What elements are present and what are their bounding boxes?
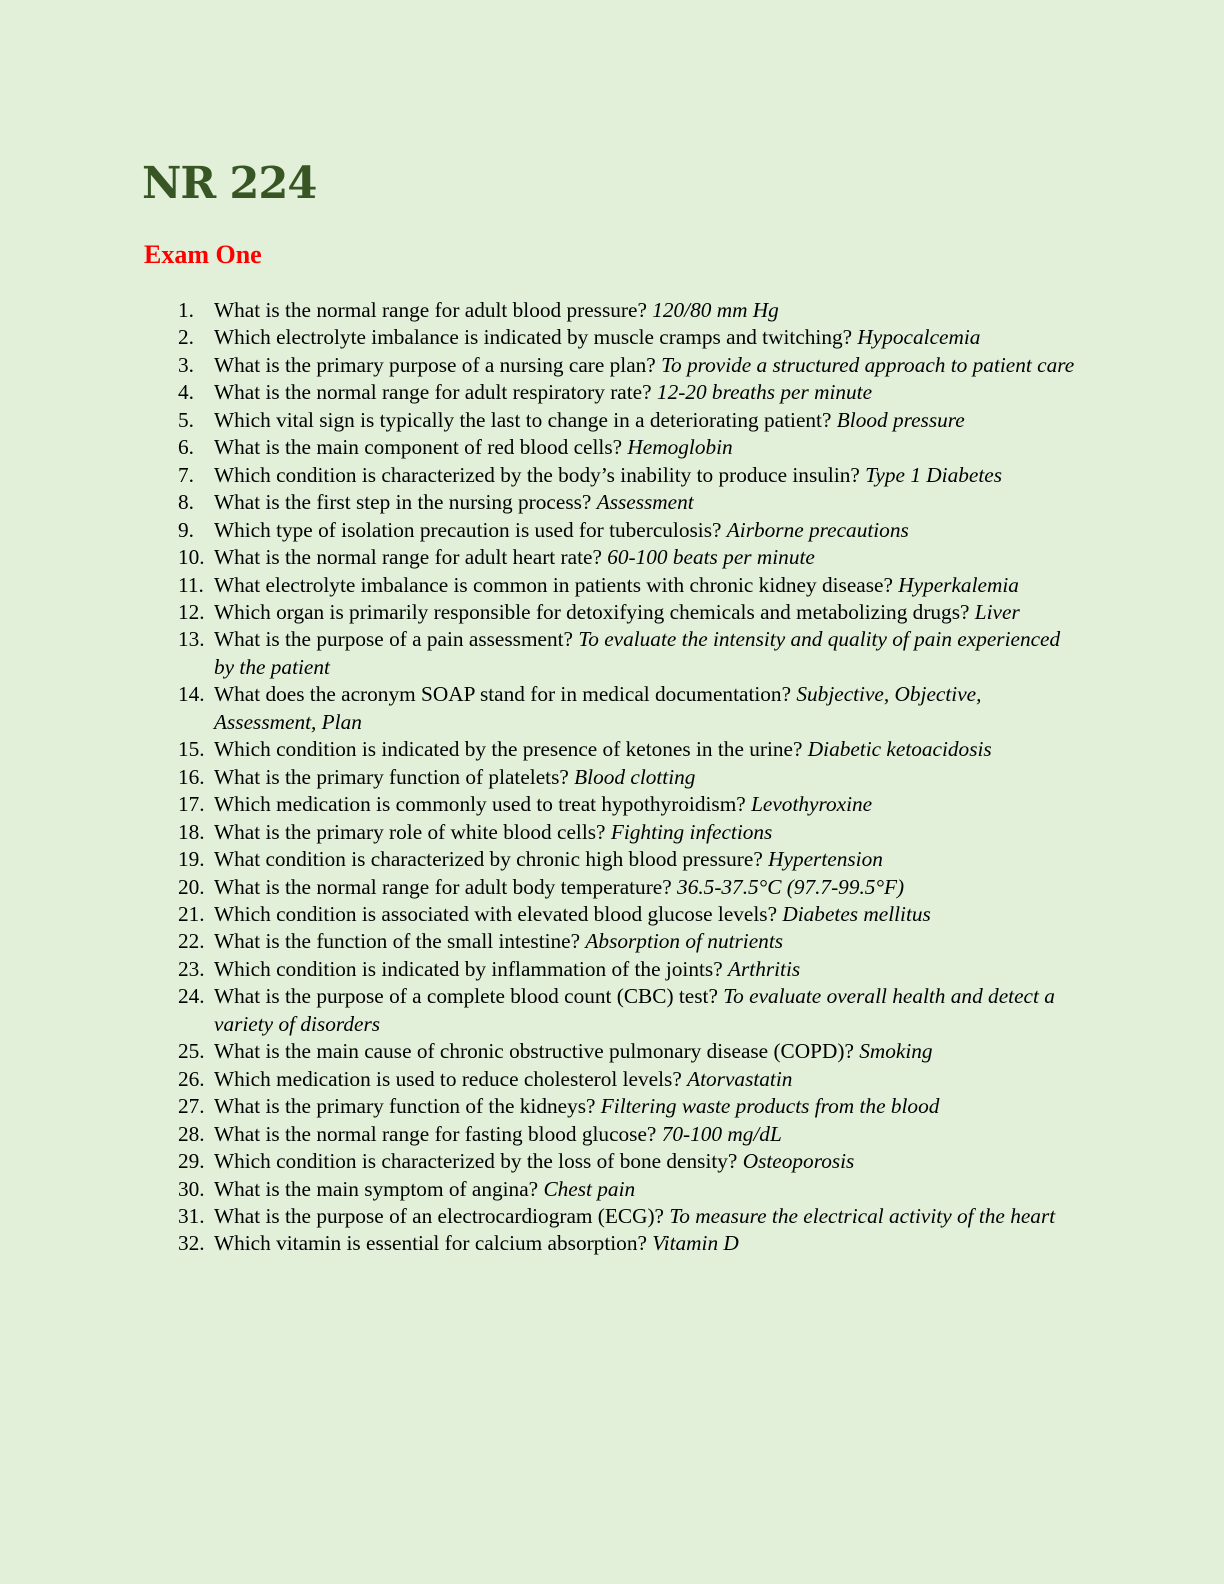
- question-text: What is the main cause of chronic obstructive pulmonary disease (COPD)?: [214, 1039, 854, 1064]
- list-item: [178, 1230, 1078, 1257]
- answer-text: Hypertension: [768, 847, 883, 872]
- item-number: 12.: [178, 599, 205, 624]
- answer-text: Hemoglobin: [627, 435, 733, 460]
- list-item: [178, 517, 1078, 544]
- item-number: 24.: [178, 984, 205, 1009]
- answer-text: To provide a structured approach to patient care: [661, 352, 1075, 377]
- list-item: [178, 791, 1078, 818]
- item-number: 5.: [178, 407, 194, 432]
- list-item: [178, 489, 1078, 516]
- list-item: [178, 1066, 1078, 1093]
- question-text: Which medication is used to reduce cholesterol levels?: [214, 1066, 682, 1091]
- question-text: Which vital sign is typically the last to change in a deteriorating patient?: [214, 407, 832, 432]
- list-item: [178, 901, 1078, 928]
- list-item: [178, 1176, 1078, 1203]
- question-text: Which electrolyte imbalance is indicated by muscle cramps and twitching?: [214, 325, 853, 350]
- item-number: 4.: [178, 380, 194, 405]
- question-text: Which condition is indicated by the presence of ketones in the urine?: [214, 737, 803, 762]
- list-item: [178, 764, 1078, 791]
- answer-text: Atorvastatin: [687, 1066, 793, 1091]
- answer-text: Filtering waste products from the blood: [600, 1094, 940, 1119]
- item-number: 30.: [178, 1176, 205, 1201]
- answer-text: Liver: [974, 599, 1020, 624]
- list-item: [178, 1148, 1078, 1175]
- question-text: What is the main component of red blood cells?: [214, 435, 623, 460]
- answer-text: Diabetes mellitus: [782, 901, 931, 926]
- item-number: 13.: [178, 627, 205, 652]
- question-text: Which condition is characterized by the body’s inability to produce insulin?: [214, 462, 860, 487]
- answer-text: Vitamin D: [652, 1231, 739, 1256]
- question-text: What is the primary purpose of a nursing care plan?: [214, 352, 656, 377]
- item-number: 8.: [178, 490, 194, 515]
- answer-text: 12-20 breaths per minute: [656, 380, 873, 405]
- question-text: What is the normal range for adult respiratory rate?: [214, 380, 652, 405]
- question-text: What is the purpose of a pain assessment?: [214, 627, 573, 652]
- answer-text: 120/80 mm Hg: [652, 298, 779, 322]
- item-number: 25.: [178, 1039, 205, 1064]
- question-text: Which type of isolation precaution is used for tuberculosis?: [214, 517, 722, 542]
- answer-text: Assessment: [596, 490, 694, 515]
- list-item: [178, 874, 1078, 901]
- answer-text: Hyperkalemia: [898, 572, 1019, 597]
- question-text: What is the normal range for adult body temperature?: [214, 874, 672, 899]
- item-number: 22.: [178, 929, 205, 954]
- item-number: 17.: [178, 792, 205, 817]
- question-text: Which condition is indicated by inflammation of the joints?: [214, 956, 723, 981]
- item-number: 28.: [178, 1121, 205, 1146]
- question-text: What electrolyte imbalance is common in patients with chronic kidney disease?: [214, 572, 893, 597]
- answer-text: Hypocalcemia: [857, 325, 981, 350]
- list-item: [178, 626, 1078, 681]
- item-number: 2.: [178, 325, 194, 350]
- question-text: Which organ is primarily responsible for detoxifying chemicals and metabolizing drugs?: [214, 599, 970, 624]
- item-number: 10.: [178, 545, 205, 570]
- list-item: [178, 983, 1078, 1038]
- list-item: [178, 1038, 1078, 1065]
- list-item: [178, 407, 1078, 434]
- answer-text: Type 1 Diabetes: [865, 462, 1002, 487]
- question-text: Which medication is commonly used to treat hypothyroidism?: [214, 792, 746, 817]
- question-text: What does the acronym SOAP stand for in medical documentation?: [214, 682, 792, 707]
- list-item: [178, 928, 1078, 955]
- list-item: [178, 572, 1078, 599]
- answer-text: Smoking: [859, 1039, 933, 1064]
- answer-text: To evaluate the intensity and quality of pain experienced by the patient: [214, 627, 1061, 679]
- list-item: [178, 736, 1078, 763]
- question-text: Which condition is characterized by the loss of bone density?: [214, 1149, 738, 1174]
- item-number: 26.: [178, 1066, 205, 1091]
- question-text: What is the purpose of a complete blood count (CBC) test?: [214, 984, 718, 1009]
- item-number: 27.: [178, 1094, 205, 1119]
- list-item: [178, 819, 1078, 846]
- question-text: What is the normal range for fasting blood glucose?: [214, 1121, 657, 1146]
- answer-text: To measure the electrical activity of the heart: [669, 1203, 1056, 1228]
- question-text: What is the normal range for adult blood pressure?: [214, 298, 647, 322]
- item-number: 15.: [178, 737, 205, 762]
- answer-text: 60-100 beats per minute: [607, 545, 815, 570]
- question-text: What is the primary function of the kidneys?: [214, 1094, 596, 1119]
- list-item: [178, 379, 1078, 406]
- answer-text: Arthritis: [727, 956, 801, 981]
- list-item: [178, 1121, 1078, 1148]
- item-number: 31.: [178, 1203, 205, 1228]
- item-number: 7.: [178, 462, 194, 487]
- answer-text: Fighting infections: [610, 819, 773, 844]
- answer-text: Diabetic ketoacidosis: [807, 737, 992, 762]
- list-item: [178, 956, 1078, 983]
- item-number: 14.: [178, 682, 205, 707]
- answer-text: 70-100 mg/dL: [661, 1121, 782, 1146]
- list-item: [178, 599, 1078, 626]
- list-item: [178, 544, 1078, 571]
- list-item: [178, 462, 1078, 489]
- list-item: [178, 846, 1078, 873]
- answer-text: Levothyroxine: [751, 792, 873, 817]
- item-number: 21.: [178, 901, 205, 926]
- question-text: What is the function of the small intestine?: [214, 929, 581, 954]
- item-number: 9.: [178, 517, 194, 542]
- item-number: 11.: [178, 572, 204, 597]
- item-number: 16.: [178, 764, 205, 789]
- item-number: 29.: [178, 1149, 205, 1174]
- section-heading: Exam One: [144, 240, 262, 269]
- question-list: [178, 297, 1078, 1258]
- answer-text: Absorption of nutrients: [585, 929, 784, 954]
- question-text: What is the main symptom of angina?: [214, 1176, 539, 1201]
- document-title: NR 224: [142, 158, 317, 209]
- list-item: [178, 1093, 1078, 1120]
- list-item: [178, 1203, 1078, 1230]
- item-number: 19.: [178, 847, 205, 872]
- item-number: 20.: [178, 874, 205, 899]
- list-item: [178, 352, 1078, 379]
- answer-text: Chest pain: [543, 1176, 636, 1201]
- item-number: 18.: [178, 819, 205, 844]
- answer-text: Blood clotting: [574, 764, 696, 789]
- answer-text: 36.5-37.5°C (97.7-99.5°F): [677, 874, 905, 899]
- question-text: What is the normal range for adult heart rate?: [214, 545, 602, 570]
- item-number: 32.: [178, 1231, 205, 1256]
- list-item: [178, 324, 1078, 351]
- question-text: What is the primary role of white blood cells?: [214, 819, 606, 844]
- item-number: 23.: [178, 956, 205, 981]
- question-text: What condition is characterized by chronic high blood pressure?: [214, 847, 763, 872]
- answer-text: Subjective, Objective, Assessment, Plan: [214, 682, 982, 734]
- list-item: [178, 434, 1078, 461]
- answer-text: Blood pressure: [836, 407, 965, 432]
- item-number: 3.: [178, 352, 194, 377]
- item-number: 6.: [178, 435, 194, 460]
- question-text: What is the primary function of platelets?: [214, 764, 569, 789]
- question-text: Which condition is associated with elevated blood glucose levels?: [214, 901, 778, 926]
- answer-text: To evaluate overall health and detect a variety of disorders: [214, 984, 1055, 1036]
- question-text: Which vitamin is essential for calcium absorption?: [214, 1231, 647, 1256]
- question-text: What is the first step in the nursing process?: [214, 490, 592, 515]
- item-number: 1.: [178, 298, 194, 322]
- answer-text: Airborne precautions: [726, 517, 909, 542]
- question-text: What is the purpose of an electrocardiogram (ECG)?: [214, 1203, 665, 1228]
- list-item: [178, 681, 1078, 736]
- list-item: [178, 297, 1078, 324]
- answer-text: Osteoporosis: [742, 1149, 855, 1174]
